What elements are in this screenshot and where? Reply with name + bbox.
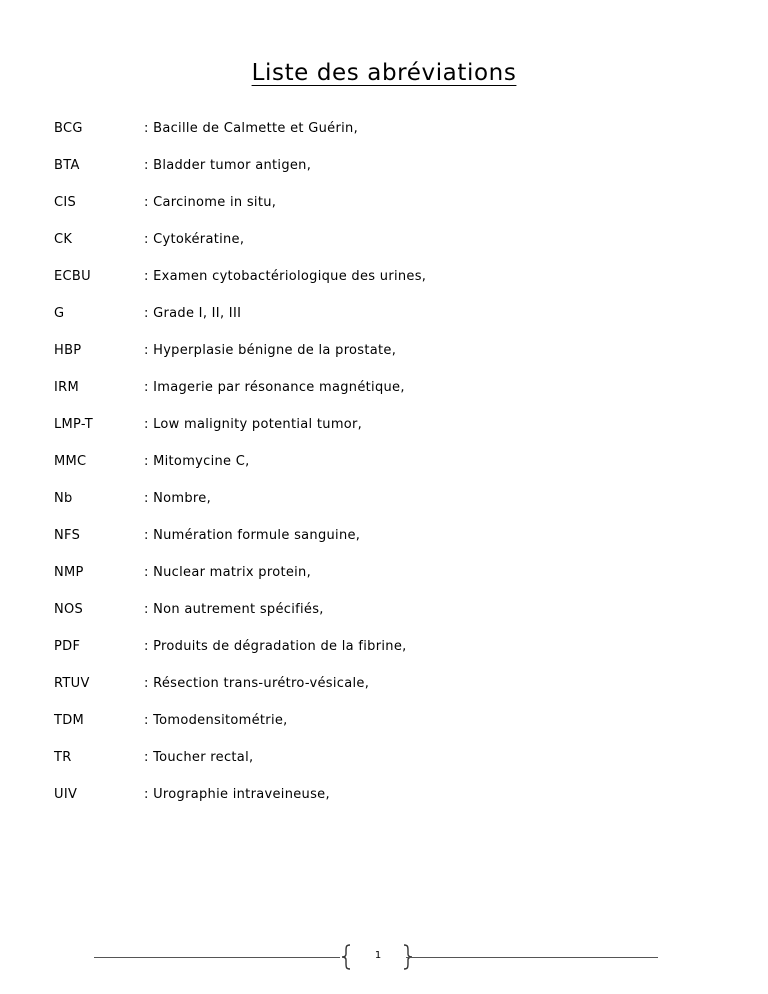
- abbreviation-entry: [54, 743, 714, 780]
- abbreviation: BCG: [54, 121, 83, 136]
- page-title: [0, 60, 768, 86]
- abbreviation-entry: [54, 336, 714, 373]
- abbreviation-definition: : Bacille de Calmette et Guérin,: [144, 121, 359, 136]
- abbreviation-definition: : Urographie intraveineuse,: [144, 787, 330, 802]
- abbreviation: RTUV: [54, 676, 90, 691]
- abbreviation-definition: : Non autrement spécifiés,: [144, 602, 324, 617]
- abbreviation: TDM: [54, 713, 85, 728]
- abbreviation-entry: [54, 114, 714, 151]
- abbreviation-entry: [54, 373, 714, 410]
- abbreviation: BTA: [54, 158, 80, 173]
- abbreviation-entry: [54, 188, 714, 225]
- abbreviation-entry: [54, 558, 714, 595]
- abbreviation-entry: [54, 447, 714, 484]
- abbreviation: LMP-T: [54, 417, 93, 432]
- left-brace-icon: [334, 944, 360, 970]
- abbreviation-entry: [54, 632, 714, 669]
- page-title-text: Liste des abréviations: [251, 60, 517, 86]
- abbreviation: MMC: [54, 454, 87, 469]
- page-footer: [94, 938, 658, 974]
- abbreviation-entry: [54, 262, 714, 299]
- abbreviation-entry: [54, 225, 714, 262]
- abbreviation-definition: : Nombre,: [144, 491, 211, 506]
- abbreviation-definition: : Examen cytobactériologique des urines,: [144, 269, 427, 284]
- abbreviation-definition: : Hyperplasie bénigne de la prostate,: [144, 343, 397, 358]
- abbreviation-definition: : Mitomycine C,: [144, 454, 250, 469]
- abbreviation-definition: : Grade I, II, III: [144, 306, 242, 321]
- abbreviation-definition: : Toucher rectal,: [144, 750, 254, 765]
- abbreviation: G: [54, 306, 65, 321]
- abbreviation-entry: [54, 151, 714, 188]
- abbreviation-entry: [54, 669, 714, 706]
- abbreviation-entry: [54, 706, 714, 743]
- page-number: 1: [374, 950, 382, 961]
- footer-rule-right: [406, 957, 658, 958]
- abbreviation-definition: : Low malignity potential tumor,: [144, 417, 363, 432]
- abbreviation-list: [54, 114, 714, 817]
- abbreviation-definition: : Nuclear matrix protein,: [144, 565, 312, 580]
- abbreviation-entry: [54, 484, 714, 521]
- abbreviation: UIV: [54, 787, 78, 802]
- abbreviation-definition: : Bladder tumor antigen,: [144, 158, 312, 173]
- abbreviation-entry: [54, 299, 714, 336]
- abbreviation-entry: [54, 780, 714, 817]
- abbreviation: CIS: [54, 195, 77, 210]
- abbreviation-definition: : Numération formule sanguine,: [144, 528, 361, 543]
- abbreviation: NOS: [54, 602, 84, 617]
- abbreviation-definition: : Carcinome in situ,: [144, 195, 277, 210]
- abbreviation-definition: : Imagerie par résonance magnétique,: [144, 380, 405, 395]
- abbreviation: HBP: [54, 343, 82, 358]
- abbreviation: Nb: [54, 491, 73, 506]
- abbreviation: NFS: [54, 528, 81, 543]
- abbreviation-definition: : Tomodensitométrie,: [144, 713, 288, 728]
- abbreviation-definition: : Produits de dégradation de la fibrine,: [144, 639, 407, 654]
- abbreviation-definition: : Cytokératine,: [144, 232, 245, 247]
- abbreviation: IRM: [54, 380, 79, 395]
- abbreviation: PDF: [54, 639, 81, 654]
- abbreviation-definition: : Résection trans-urétro-vésicale,: [144, 676, 370, 691]
- footer-rule-left: [94, 957, 340, 958]
- abbreviation-entry: [54, 410, 714, 447]
- abbreviation: ECBU: [54, 269, 91, 284]
- abbreviation-entry: [54, 595, 714, 632]
- abbreviation: CK: [54, 232, 73, 247]
- abbreviation: TR: [54, 750, 72, 765]
- abbreviation: NMP: [54, 565, 84, 580]
- abbreviation-entry: [54, 521, 714, 558]
